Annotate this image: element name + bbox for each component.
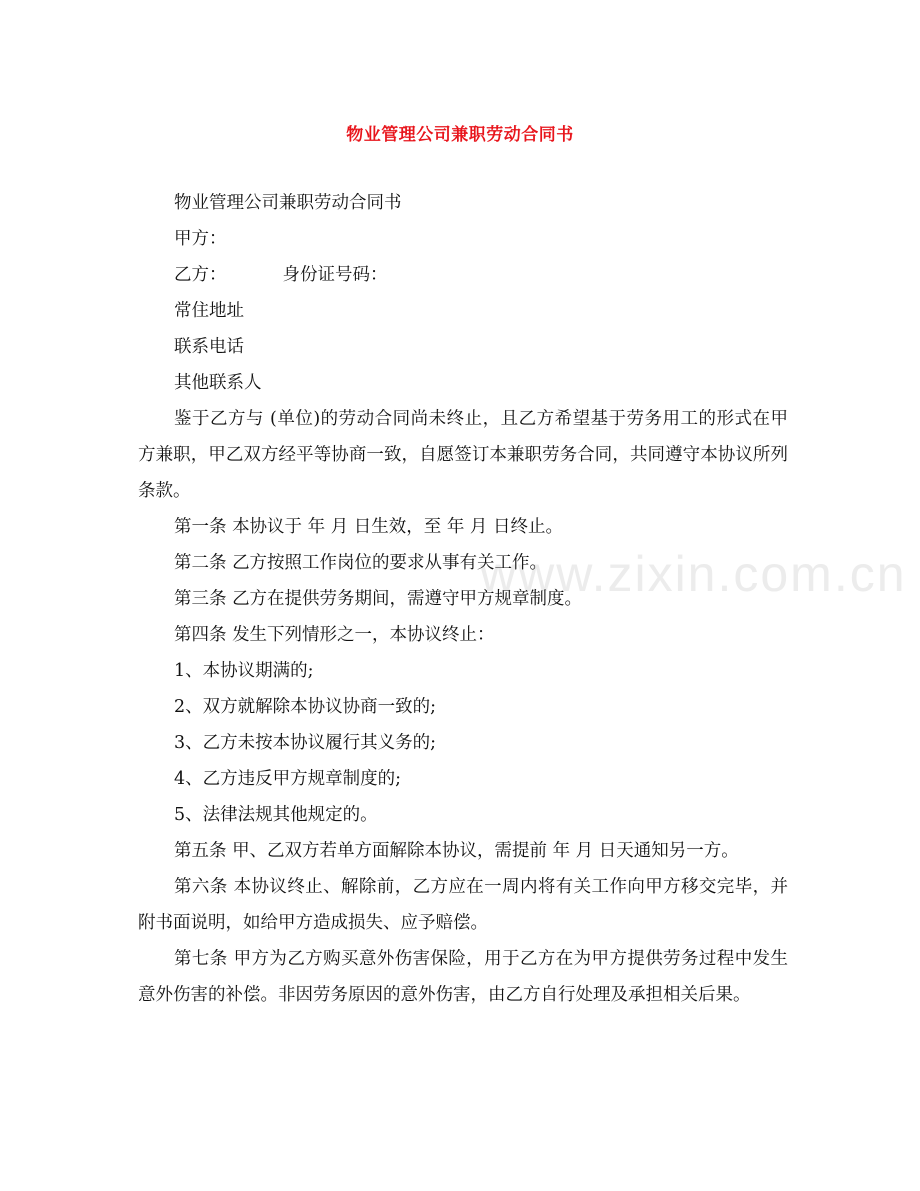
party-a-line: 甲方： <box>174 229 227 249</box>
article-2: 第二条 乙方按照工作岗位的要求从事有关工作。 <box>174 553 548 573</box>
article-4-item-3: 3、乙方未按本协议履行其义务的; <box>174 733 437 753</box>
article-7: 第七条 甲方为乙方购买意外伤害保险，用于乙方在为甲方提供劳务过程中发生意外伤害的补偿。非因劳务原因的意外伤害，由乙方自行处理及承担相关后果。 <box>138 949 788 1005</box>
document-title: 物业管理公司兼职劳动合同书 <box>346 125 574 145</box>
contract-name-line: 物业管理公司兼职劳动合同书 <box>174 193 402 213</box>
article-1: 第一条 本协议于 年 月 日生效，至 年 月 日终止。 <box>174 517 563 537</box>
party-b-line <box>138 257 788 293</box>
preamble-paragraph: 鉴于乙方与 (单位)的劳动合同尚未终止，且乙方希望基于劳务用工的形式在甲方兼职，甲乙双方经平等协商一致，自愿签订本兼职劳务合同，共同遵守本协议所列条款。 <box>138 409 788 501</box>
article-4-item-4: 4、乙方违反甲方规章制度的; <box>174 769 402 789</box>
article-3: 第三条 乙方在提供劳务期间，需遵守甲方规章制度。 <box>174 589 583 609</box>
article-4-item-2: 2、双方就解除本协议协商一致的; <box>174 697 437 717</box>
address-line: 常住地址 <box>174 301 244 321</box>
phone-line: 联系电话 <box>174 337 244 357</box>
watermark: www.zixin.com.cn <box>480 546 907 602</box>
article-4: 第四条 发生下列情形之一，本协议终止： <box>174 625 495 645</box>
other-contact-line: 其他联系人 <box>174 373 262 393</box>
document-body <box>138 185 788 1013</box>
article-6: 第六条 本协议终止、解除前，乙方应在一周内将有关工作向甲方移交完毕，并附书面说明，如给甲方造成损失、应予赔偿。 <box>138 877 788 933</box>
party-b-label: 乙方： <box>174 265 227 285</box>
article-5: 第五条 甲、乙双方若单方面解除本协议，需提前 年 月 日天通知另一方。 <box>174 841 739 861</box>
article-4-item-5: 5、法律法规其他规定的。 <box>174 805 378 825</box>
id-number-label: 身份证号码： <box>282 265 388 285</box>
article-4-item-1: 1、本协议期满的; <box>174 661 314 681</box>
